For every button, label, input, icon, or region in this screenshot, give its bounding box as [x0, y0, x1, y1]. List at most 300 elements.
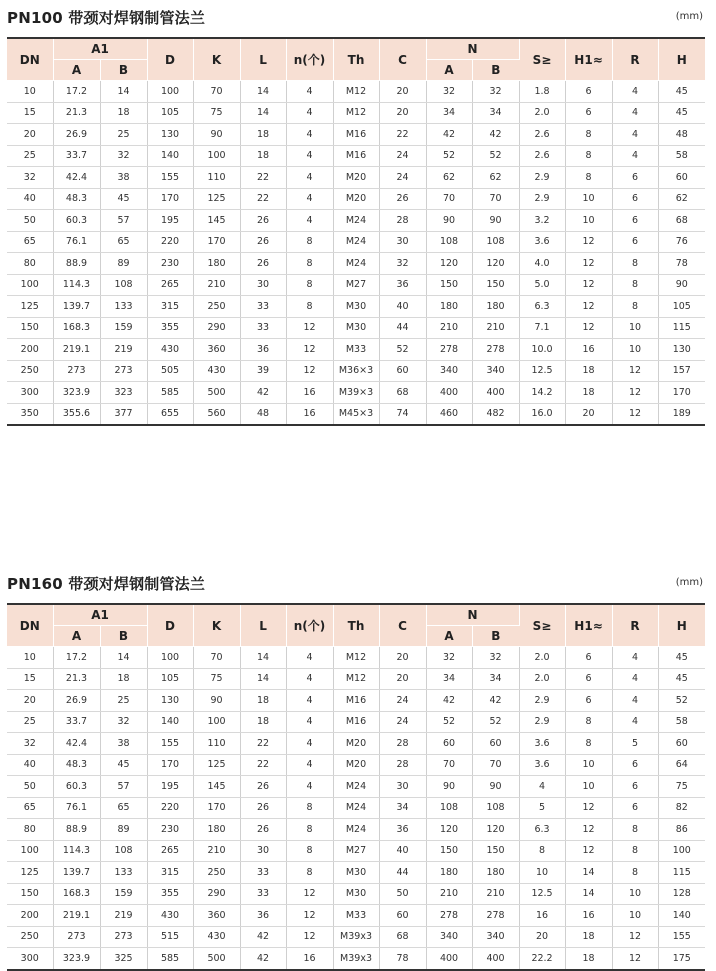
table-cell: 40	[379, 840, 426, 862]
table-cell: 90	[193, 690, 240, 712]
table-cell: 168.3	[53, 883, 100, 905]
table-cell: 3.6	[519, 231, 565, 253]
table-cell: 400	[472, 382, 519, 404]
table-cell: 20	[379, 102, 426, 124]
table-cell: 4	[286, 167, 333, 189]
table-cell: 42.4	[53, 167, 100, 189]
table-row	[7, 317, 705, 339]
table-cell: 21.3	[53, 668, 100, 690]
table-cell: 273	[100, 926, 147, 948]
table-cell: M45×3	[333, 403, 379, 425]
table-cell: 10.0	[519, 339, 565, 361]
table-cell: 145	[193, 776, 240, 798]
table-cell: 4	[612, 711, 658, 733]
table-row	[7, 253, 705, 275]
col-n: N	[426, 38, 519, 60]
table-cell: 340	[426, 926, 472, 948]
table-cell: 115	[658, 862, 705, 884]
table-cell: 4	[612, 647, 658, 669]
table-cell: 33	[240, 883, 286, 905]
table-cell: 34	[379, 797, 426, 819]
table-cell: 155	[147, 733, 193, 755]
table-cell: 25	[7, 711, 53, 733]
table-row	[7, 210, 705, 232]
table-cell: 21.3	[53, 102, 100, 124]
table-cell: 210	[193, 840, 240, 862]
table-cell: 52	[379, 339, 426, 361]
table-cell: 10	[565, 754, 612, 776]
table-cell: 145	[193, 210, 240, 232]
table-cell: M16	[333, 690, 379, 712]
table-cell: 24	[379, 690, 426, 712]
table-cell: 26.9	[53, 124, 100, 146]
table-row	[7, 167, 705, 189]
table-cell: 8	[612, 253, 658, 275]
table-cell: 65	[7, 797, 53, 819]
table-cell: 14	[100, 81, 147, 103]
table-cell: 219	[100, 905, 147, 927]
table-cell: 273	[53, 926, 100, 948]
table-row	[7, 733, 705, 755]
table-cell: 170	[658, 382, 705, 404]
table-row	[7, 102, 705, 124]
table-row	[7, 403, 705, 425]
table-cell: 80	[7, 819, 53, 841]
table-cell: 22	[379, 124, 426, 146]
table-cell: 12	[612, 926, 658, 948]
col-th: Th	[333, 604, 379, 647]
table-cell: 42	[426, 690, 472, 712]
table-cell: 18	[240, 145, 286, 167]
col-r: R	[612, 38, 658, 81]
table-cell: 16	[519, 905, 565, 927]
table-cell: 65	[7, 231, 53, 253]
table-cell: 10	[612, 905, 658, 927]
table-cell: 78	[379, 948, 426, 970]
table-cell: 88.9	[53, 819, 100, 841]
table-cell: 230	[147, 819, 193, 841]
table-cell: 62	[426, 167, 472, 189]
table-cell: 100	[193, 711, 240, 733]
table-cell: 8	[565, 167, 612, 189]
table-cell: 14	[240, 647, 286, 669]
table-cell: 34	[426, 102, 472, 124]
table-cell: 20	[379, 81, 426, 103]
table-cell: 315	[147, 296, 193, 318]
table-cell: 6	[565, 668, 612, 690]
table-row	[7, 776, 705, 798]
table-cell: 40	[7, 754, 53, 776]
table-cell: 16	[565, 339, 612, 361]
table-cell: 585	[147, 382, 193, 404]
table-cell: 50	[7, 210, 53, 232]
table-cell: M30	[333, 317, 379, 339]
table-cell: M20	[333, 733, 379, 755]
table-cell: M12	[333, 647, 379, 669]
table-cell: 33	[240, 862, 286, 884]
table-cell: 133	[100, 296, 147, 318]
table-cell: 48	[658, 124, 705, 146]
table-cell: 355	[147, 317, 193, 339]
table-cell: 189	[672, 408, 691, 420]
table-cell: M33	[333, 905, 379, 927]
table-cell: 70	[426, 188, 472, 210]
table-cell: 60	[379, 905, 426, 927]
table-cell: 12	[286, 360, 333, 382]
table-cell: M24	[333, 210, 379, 232]
table-cell: 505	[147, 360, 193, 382]
table-cell: 18	[240, 690, 286, 712]
table-cell: 108	[100, 274, 147, 296]
col-s: S≥	[519, 604, 565, 647]
table-cell: 52	[658, 690, 705, 712]
table-cell: M24	[333, 797, 379, 819]
table-cell: 33	[240, 317, 286, 339]
table-cell: 12	[286, 339, 333, 361]
table-cell: 140	[147, 711, 193, 733]
table-cell: M36×3	[333, 360, 379, 382]
col-l: L	[240, 38, 286, 81]
table-cell: 220	[147, 797, 193, 819]
table-cell: 219.1	[53, 339, 100, 361]
table-cell: 78	[658, 253, 705, 275]
table-row	[7, 124, 705, 146]
table-cell: 278	[426, 339, 472, 361]
table-cell: 4	[612, 145, 658, 167]
table-cell: 150	[7, 317, 53, 339]
table-cell: 40	[7, 188, 53, 210]
table-cell: 90	[472, 776, 519, 798]
col-l: L	[240, 604, 286, 647]
table-cell: 62	[472, 167, 519, 189]
table-cell: 20	[379, 647, 426, 669]
table-cell: 18	[100, 668, 147, 690]
table-cell: M12	[333, 102, 379, 124]
table-cell: 12	[286, 926, 333, 948]
table-cell: 4.0	[519, 253, 565, 275]
col-d: D	[147, 38, 193, 81]
table-cell: 210	[426, 883, 472, 905]
table-cell: 12	[565, 840, 612, 862]
table-cell: 26	[240, 776, 286, 798]
table-cell: 125	[7, 862, 53, 884]
table-cell: M20	[333, 754, 379, 776]
table-cell: 32	[100, 711, 147, 733]
table-cell: 8	[286, 840, 333, 862]
col-a1: A1	[53, 604, 147, 626]
table-cell: 6	[612, 210, 658, 232]
table-cell: 8	[286, 819, 333, 841]
table-cell: 100	[147, 81, 193, 103]
table-cell: 6	[612, 231, 658, 253]
table-cell: 210	[426, 317, 472, 339]
table-cell: 500	[193, 382, 240, 404]
table-cell: 26	[240, 819, 286, 841]
col-h1: H1≈	[565, 604, 612, 647]
col-h: H	[658, 38, 705, 81]
col-n-b: B	[472, 60, 519, 81]
table-cell: 10	[519, 862, 565, 884]
table-cell: 50	[379, 883, 426, 905]
table-row	[7, 145, 705, 167]
table-cell: 340	[472, 926, 519, 948]
table-cell: 16	[286, 948, 333, 970]
col-n-count: n(个)	[286, 604, 333, 647]
table-cell: 3.6	[519, 754, 565, 776]
table-cell: 68	[379, 926, 426, 948]
table-cell: 60	[658, 167, 705, 189]
table-cell: 18	[565, 382, 612, 404]
table-row	[7, 819, 705, 841]
table-cell: 180	[193, 819, 240, 841]
table-cell: 2.9	[519, 188, 565, 210]
table-cell: 150	[472, 840, 519, 862]
table-cell: 8	[286, 274, 333, 296]
table-cell: 150	[426, 840, 472, 862]
table-cell: 1.8	[519, 81, 565, 103]
col-r: R	[612, 604, 658, 647]
table-cell: 100	[7, 274, 53, 296]
table-cell: 170	[193, 231, 240, 253]
table-cell: 42	[472, 690, 519, 712]
table-cell: 4	[286, 124, 333, 146]
table-cell: 220	[147, 231, 193, 253]
table-row	[7, 382, 705, 404]
table-cell: 200	[7, 905, 53, 927]
table-cell: 24	[379, 145, 426, 167]
table-cell: 500	[193, 948, 240, 970]
table-cell: 90	[658, 274, 705, 296]
table-cell: 110	[193, 167, 240, 189]
col-a1-b: B	[100, 626, 147, 647]
table-cell: 128	[658, 883, 705, 905]
table-cell: 57	[100, 210, 147, 232]
table-cell: 12	[565, 797, 612, 819]
table-cell: 12.5	[519, 883, 565, 905]
table-cell: 12.5	[519, 360, 565, 382]
table-cell: 70	[472, 754, 519, 776]
table-cell: M24	[333, 253, 379, 275]
table-cell: 100	[147, 647, 193, 669]
table-row	[7, 339, 705, 361]
table-cell: 2.9	[519, 711, 565, 733]
table-cell: 10	[612, 317, 658, 339]
table-cell: 45	[100, 188, 147, 210]
table-cell: 82	[658, 797, 705, 819]
table-cell: 170	[193, 797, 240, 819]
table-cell: 15	[7, 668, 53, 690]
table-cell: 88.9	[53, 253, 100, 275]
table-cell: 377	[100, 403, 147, 425]
table-cell: 33	[240, 296, 286, 318]
table-cell: 20	[565, 403, 612, 425]
table-cell: 28	[379, 733, 426, 755]
table-cell: 16.0	[519, 403, 565, 425]
table-cell: 155	[147, 167, 193, 189]
table-cell: 180	[426, 296, 472, 318]
table-cell: 6	[565, 690, 612, 712]
unit-label: (mm)	[675, 11, 703, 22]
table-cell: 108	[100, 840, 147, 862]
table-cell: 45	[100, 754, 147, 776]
table-cell: 42	[240, 382, 286, 404]
table-cell: 20	[7, 690, 53, 712]
table-cell: 323.9	[53, 382, 100, 404]
table-cell: 4	[286, 668, 333, 690]
table-cell: 18	[565, 948, 612, 970]
table-cell: 6	[565, 81, 612, 103]
table-cell: 57	[100, 776, 147, 798]
col-h1: H1≈	[565, 38, 612, 81]
table-cell: 75	[658, 776, 705, 798]
table-cell: 105	[147, 102, 193, 124]
pn100-flange-table	[7, 37, 705, 426]
table-cell: 25	[100, 690, 147, 712]
table-cell: 4	[286, 647, 333, 669]
table-cell: 22	[240, 167, 286, 189]
table-cell: 8	[286, 862, 333, 884]
table-cell: 8	[565, 733, 612, 755]
table-cell: 350	[7, 403, 53, 425]
table-cell: 8	[565, 145, 612, 167]
table-cell: 6	[612, 188, 658, 210]
table-cell: 278	[472, 905, 519, 927]
table-cell: M24	[333, 819, 379, 841]
table-cell: 150	[472, 274, 519, 296]
table-cell: 430	[147, 339, 193, 361]
table-cell: 325	[100, 948, 147, 970]
table-cell: 68	[379, 382, 426, 404]
table-cell: 120	[426, 253, 472, 275]
table-cell: 6	[612, 754, 658, 776]
table-cell: 70	[426, 754, 472, 776]
table-cell: 33.7	[53, 711, 100, 733]
table-cell: 12	[565, 274, 612, 296]
table-cell: 8	[519, 840, 565, 862]
table-cell: 400	[426, 382, 472, 404]
table-cell: 34	[426, 668, 472, 690]
table-cell: 68	[658, 210, 705, 232]
table-cell: 180	[193, 253, 240, 275]
table-cell: 10	[7, 81, 53, 103]
table-cell: 58	[658, 711, 705, 733]
table-row	[7, 81, 705, 103]
table-cell: 30	[240, 274, 286, 296]
table-cell: 76	[658, 231, 705, 253]
table-cell: 24	[379, 167, 426, 189]
col-n-count: n(个)	[286, 38, 333, 81]
table-cell: 32	[472, 647, 519, 669]
table-cell: 10	[565, 776, 612, 798]
table-cell: 4	[286, 776, 333, 798]
table-cell: 120	[472, 819, 519, 841]
table-cell: 250	[7, 360, 53, 382]
table-cell: 140	[658, 905, 705, 927]
table-cell: 16	[565, 905, 612, 927]
col-a1-a: A	[53, 626, 100, 647]
table-cell: M27	[333, 840, 379, 862]
table-cell: 515	[147, 926, 193, 948]
table-cell: 12	[286, 905, 333, 927]
table-row	[7, 668, 705, 690]
table-cell: 14	[240, 668, 286, 690]
table-cell: 10	[612, 339, 658, 361]
table-cell: 170	[147, 754, 193, 776]
table-cell: 76.1	[53, 797, 100, 819]
table-cell: M16	[333, 145, 379, 167]
table-cell: 200	[7, 339, 53, 361]
table-cell: 12	[565, 253, 612, 275]
table-cell: 125	[193, 754, 240, 776]
table-cell: M20	[333, 188, 379, 210]
table-cell: 65	[100, 231, 147, 253]
table-cell: 22	[240, 733, 286, 755]
table-cell: 6	[612, 776, 658, 798]
table-cell: 50	[7, 776, 53, 798]
table-cell: 219	[100, 339, 147, 361]
table-cell: 10	[565, 210, 612, 232]
table-cell: 110	[193, 733, 240, 755]
table-cell: 17.2	[53, 647, 100, 669]
table-cell: 430	[147, 905, 193, 927]
table-cell: 75	[193, 668, 240, 690]
table-cell: 32	[100, 145, 147, 167]
table-cell: 265	[147, 840, 193, 862]
table-cell: 4	[286, 733, 333, 755]
col-n-a: A	[426, 60, 472, 81]
table-cell: 34	[472, 102, 519, 124]
table-cell: 430	[193, 926, 240, 948]
table-cell: 36	[379, 819, 426, 841]
table-cell: 6	[565, 647, 612, 669]
table-cell: 65	[100, 797, 147, 819]
table-cell: 155	[658, 926, 705, 948]
table-cell: 18	[240, 124, 286, 146]
table-row	[7, 926, 705, 948]
table-cell: 3.2	[519, 210, 565, 232]
table-cell: 8	[286, 253, 333, 275]
table-cell: 10	[612, 883, 658, 905]
table-cell: 14	[100, 647, 147, 669]
table-cell: 18	[240, 711, 286, 733]
table-cell: 52	[426, 711, 472, 733]
table-cell: 76.1	[53, 231, 100, 253]
table-cell: 60	[472, 733, 519, 755]
table-cell: 180	[472, 862, 519, 884]
table-cell: 44	[379, 317, 426, 339]
table-cell: 42	[240, 948, 286, 970]
table-cell: 133	[100, 862, 147, 884]
table-cell: 80	[7, 253, 53, 275]
table-cell: 28	[379, 754, 426, 776]
table-cell: 36	[379, 274, 426, 296]
col-d: D	[147, 604, 193, 647]
col-th: Th	[333, 38, 379, 81]
table-cell: 4	[286, 210, 333, 232]
table-cell: 130	[147, 690, 193, 712]
table-cell: 90	[472, 210, 519, 232]
table-cell: M30	[333, 296, 379, 318]
table-cell: 32	[7, 167, 53, 189]
table-cell: 6.3	[519, 296, 565, 318]
table-cell: 115	[658, 317, 705, 339]
table-cell: 70	[472, 188, 519, 210]
table-cell: 5	[519, 797, 565, 819]
table-cell: 12	[612, 360, 658, 382]
table-cell: 32	[472, 81, 519, 103]
table-cell: 90	[426, 776, 472, 798]
col-c: C	[379, 38, 426, 81]
